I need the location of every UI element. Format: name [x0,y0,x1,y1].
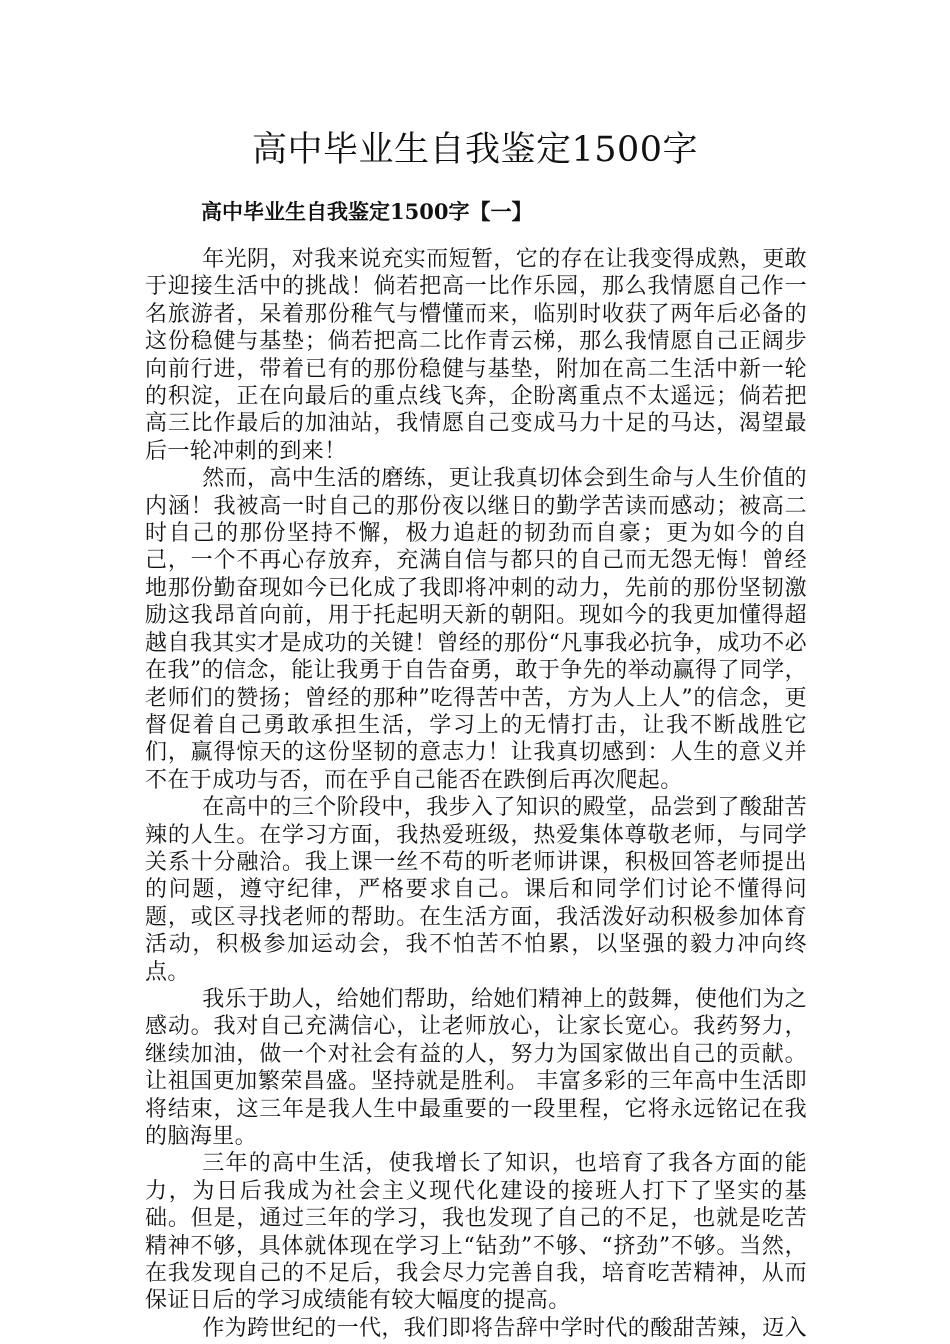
paragraph: 在高中的三个阶段中，我步入了知识的殿堂，品尝到了酸甜苦辣的人生。在学习方面，我热爱班级，热爱集体尊敬老师，与同学关系十分融洽。我上课一丝不苟的听老师讲课，积极回答老师提出的问题，遵守纪律，严格要求自己。课后和同学们讨论不懂得问题，或区寻找老师的帮助。在生活方面，我活泼好动积极参加体育活动，积极参加运动会，我不怕苦不怕累，以坚强的毅力冲向终点。 [145,795,807,985]
paragraph: 三年的高中生活，使我增长了知识，也培育了我各方面的能力，为日后我成为社会主义现代化建设的接班人打下了坚实的基础。但是，通过三年的学习，我也发现了自己的不足，也就是吃苦精神不够，具体就体现在学习上“钻劲”不够、“挤劲”不够。当然，在我发现自己的不足后，我会尽力完善自我，培育吃苦精神，从而保证日后的学习成绩能有较大幅度的提高。 [145,1151,807,1314]
document-title: 高中毕业生自我鉴定1500字 [251,130,699,170]
paragraph: 作为跨世纪的一代，我们即将告辞中学时代的酸甜苦辣，迈入 [202,1315,807,1341]
document-body [145,246,807,1342]
paragraph: 年光阴，对我来说充实而短暂，它的存在让我变得成熟，更敢于迎接生活中的挑战！倘若把高一比作乐园，那么我情愿自己作一名旅游者，呆着那份稚气与懵懂而来，临别时收获了两年后必备的这份稳健与基垫；倘若把高二比作青云梯，那么我情愿自己正阔步向前行进，带着已有的那份稳健与基垫，附加在高二生活中新一轮的积淀，正在向最后的重点线飞奔，企盼离重点不太遥远；倘若把高三比作最后的加油站，我情愿自己变成马力十足的马达，渴望最后一轮冲刺的到来！ [145,247,807,464]
paragraph: 我乐于助人，给她们帮助，给她们精神上的鼓舞，使他们为之感动。我对自己充满信心，让老师放心，让家长宽心。我药努力，继续加油，做一个对社会有益的人，努力为国家做出自己的贡献。让祖国更加繁荣昌盛。坚持就是胜利。 丰富多彩的三年高中生活即将结束，这三年是我人生中最重要的一段里程，它将永远铭记在我的脑海里。 [145,986,807,1149]
paragraph: 然而，高中生活的磨练，更让我真切体会到生命与人生价值的内涵！我被高一时自己的那份夜以继日的勤学苦读而感动；被高二时自己的那份坚持不懈，极力追赶的韧劲而自豪；更为如今的自己，一个不再心存放弃，充满自信与都只的自己而无怨无悔！曾经地那份勤奋现如今已化成了我即将冲刺的动力，先前的那份坚韧激励这我昂首向前，用于托起明天新的朝阳。现如今的我更加懂得超越自我其实才是成功的关键！曾经的那份“凡事我必抗争，成功不必在我”的信念，能让我勇于自告奋勇，敢于争先的举动赢得了同学，老师们的赞扬；曾经的那种”吃得苦中苦，方为人上人”的信念，更督促着自己勇敢承担生活，学习上的无情打击，让我不断战胜它们，赢得惊天的这份坚韧的意志力！让我真切感到：人生的意义并不在于成功与否，而在乎自己能否在跌倒后再次爬起。 [145,466,807,793]
section-heading: 高中毕业生自我鉴定1500字【一】 [201,199,533,224]
